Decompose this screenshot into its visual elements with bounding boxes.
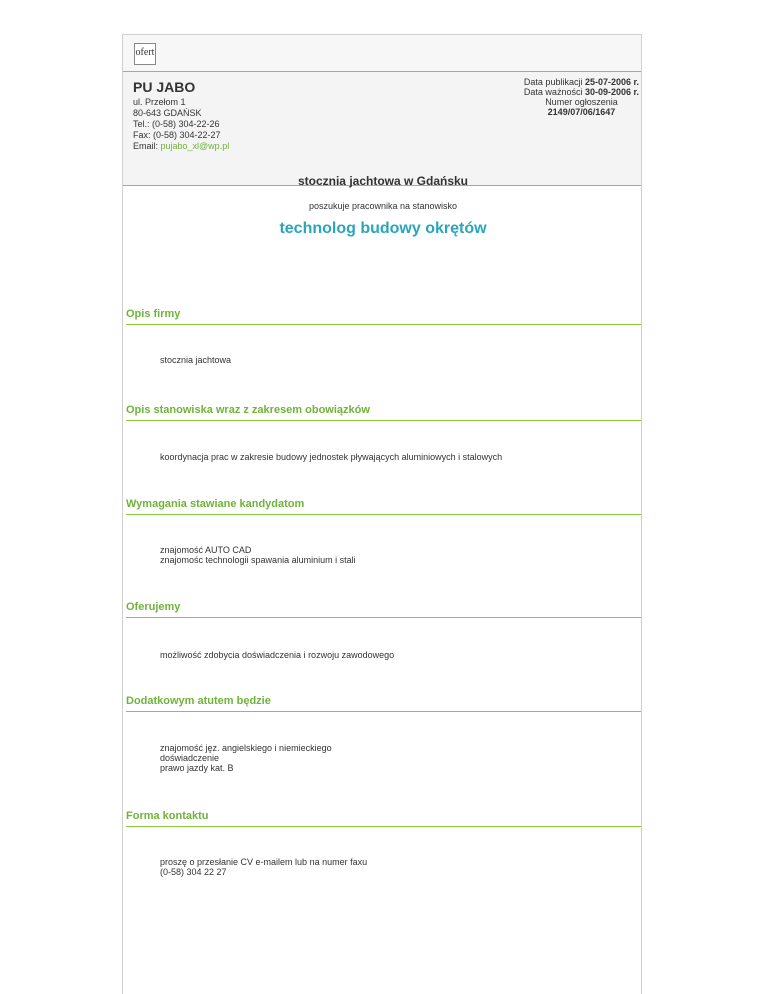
published-label: Data publikacji (523, 77, 585, 87)
valid-row (524, 87, 639, 97)
section-body-duties: koordynacja prac w zakresie budowy jednostek pływających aluminiowych i stalowych (160, 452, 503, 462)
published-date: 25-07-2006 r. (584, 77, 639, 87)
section-title-duties: Opis stanowiska wraz z zakresem obowiązków (126, 404, 641, 421)
offer-meta (524, 77, 639, 117)
logo-bar (123, 35, 641, 72)
section-title-offer: Oferujemy (126, 601, 641, 618)
section-title-company: Opis firmy (126, 308, 641, 325)
number-label: Numer ogłoszenia (545, 97, 618, 107)
valid-label: Data ważności (523, 87, 585, 97)
company-street: ul. Przełom 1 (133, 97, 186, 107)
offer-number: 2149/07/06/1647 (547, 107, 616, 117)
section-body-bonus: znajomość jęz. angielskiego i niemieckiego doświadczenie prawo jazdy kat. B (160, 743, 332, 773)
section-body-contact: proszę o przesłanie CV e-mailem lub na numer faxu (0-58) 304 22 27 (160, 857, 368, 877)
published-row (524, 77, 639, 87)
valid-date: 30-09-2006 r. (584, 87, 639, 97)
section-body-company: stocznia jachtowa (160, 355, 232, 365)
email-link[interactable]: pujabo_xl@wp.pl (160, 141, 230, 151)
company-email-row (133, 141, 229, 152)
logo-icon: ofert (134, 43, 156, 65)
company-phone: Tel.: (0-58) 304-22-26 (133, 119, 220, 129)
section-title-bonus: Dodatkowym atutem będzie (126, 695, 641, 712)
company-fax: Fax: (0-58) 304-22-27 (133, 130, 221, 140)
section-body-offer: możliwość zdobycia doświadczenia i rozwoju zawodowego (160, 650, 395, 660)
company-box (123, 72, 641, 186)
job-offer-sheet (122, 34, 642, 994)
position-title: technolog budowy okrętów (279, 220, 487, 237)
email-label: Email: (133, 141, 161, 151)
company-city: 80-643 GDAŃSK (133, 108, 202, 118)
seeks-text: poszukuje pracownika na stanowisko (308, 201, 458, 211)
company-name: PU JABO (133, 79, 196, 95)
section-title-contact: Forma kontaktu (126, 810, 641, 827)
firm-description: stocznia jachtowa w Gdańsku (297, 174, 469, 188)
company-address (133, 97, 229, 152)
section-body-requirements: znajomość AUTO CAD znajomośc technologii spawania aluminium i stali (160, 545, 356, 565)
section-title-requirements: Wymagania stawiane kandydatom (126, 498, 641, 515)
